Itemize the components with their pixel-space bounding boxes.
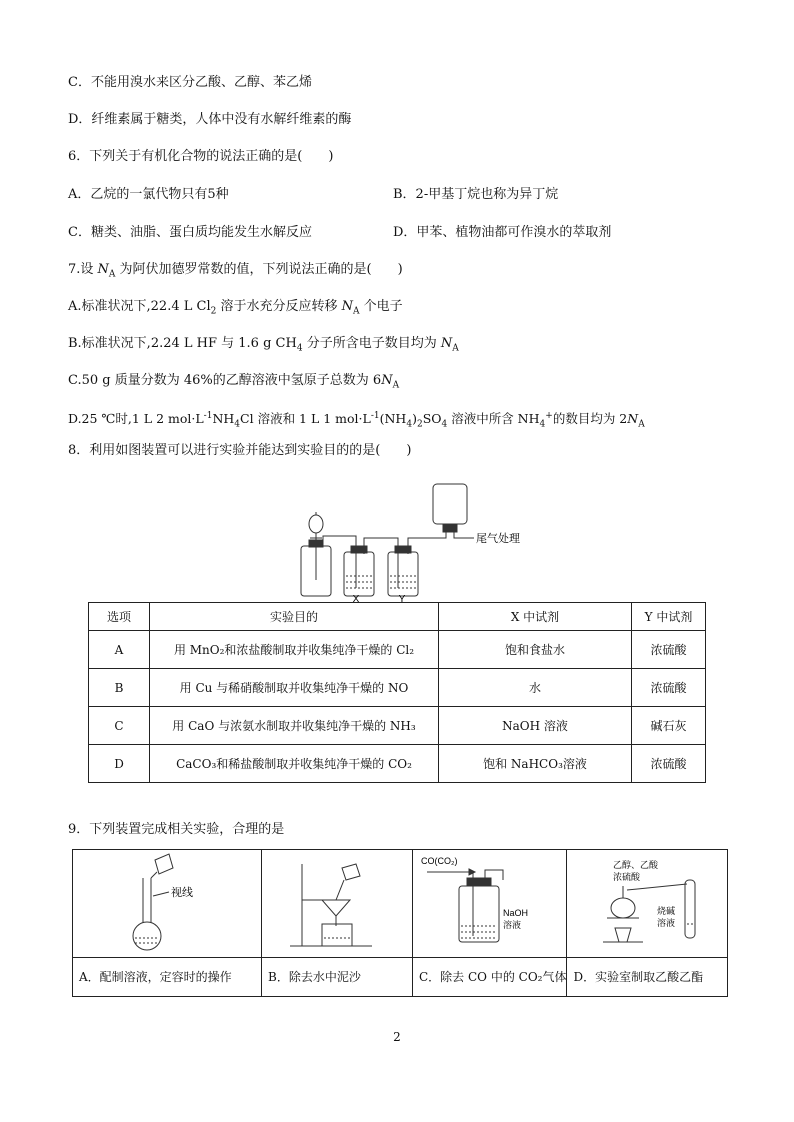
q5-option-c: C．不能用溴水来区分乙酸、乙醇、苯乙烯 [68,75,312,90]
row-y-reagent: 浓硫酸 [632,631,706,669]
tail-gas-label: 尾气处理 [476,532,520,545]
row-option: A [89,631,150,669]
solution-label: 溶液 [503,921,522,931]
sight-line-label: 视线 [171,886,193,899]
gas-apparatus-diagram [296,476,536,606]
row-option: D [89,745,150,783]
q7-option-b: B.标准状况下,2.24 L HF 与 1.6 g $CH_4$ 分子所含电子数目均为 $N_A$ [68,336,459,354]
table-row [89,707,706,745]
label-x: X [352,594,360,605]
q9-cell-c [413,850,567,997]
q6-option-b: B．2-甲基丁烷也称为异丁烷 [393,187,559,202]
filtration-icon [262,850,412,957]
row-x-reagent: NaOH 溶液 [439,707,632,745]
q9-cell-b [262,850,413,997]
q9-caption-a: A．配制溶液，定容时的操作 [73,957,261,996]
q9-stem: 9．下列装置完成相关实验，合理的是 [68,822,285,837]
label-y: Y [398,594,406,605]
row-y-reagent: 碱石灰 [632,707,706,745]
q9-option-table [72,849,728,997]
volumetric-flask-icon [73,850,261,957]
table-row [89,631,706,669]
row-purpose: 用 Cu 与稀硝酸制取并收集纯净干燥的 NO [150,669,439,707]
q6-option-d: D．甲苯、植物油都可作溴水的萃取剂 [393,225,612,240]
caustic-solution-label: 溶液 [657,919,676,929]
q9-caption-b: B．除去水中泥沙 [262,957,412,996]
q9-caption-c: C．除去 CO 中的 CO₂气体 [413,957,566,996]
row-option: C [89,707,150,745]
q8-stem: 8．利用如图装置可以进行实验并能达到实验目的的是( ) [68,443,412,458]
row-purpose: 用 CaO 与浓氨水制取并收集纯净干燥的 NH₃ [150,707,439,745]
row-y-reagent: 浓硫酸 [632,669,706,707]
row-x-reagent: 饱和 NaHCO₃溶液 [439,745,632,783]
row-x-reagent: 饱和食盐水 [439,631,632,669]
q9-cell-a [73,850,262,997]
table-row [89,669,706,707]
table-row [89,745,706,783]
q7-option-d: D.25 ℃时,1 L 2 $mol\cdot L^{-1}NH_4Cl$ 溶液和 1 L 1 $mol\cdot L^{-1}(NH_4)_2SO_4$ 溶液中所含 $NH_4^+$的数目均为 $2N_A$ [68,410,645,430]
row-y-reagent: 浓硫酸 [632,745,706,783]
page-number: 2 [393,1030,401,1044]
co-co2-label: CO(CO₂) [421,856,458,866]
q7-option-c: C.50 g 质量分数为 46%的乙醇溶液中氢原子总数为 $6N_A$ [68,373,400,391]
sulfuric-acid-label: 浓硫酸 [613,873,641,883]
q6-option-c: C．糖类、油脂、蛋白质均能发生水解反应 [68,225,312,240]
row-purpose: 用 MnO₂和浓盐酸制取并收集纯净干燥的 Cl₂ [150,631,439,669]
q6-option-a: A．乙烷的一氯代物只有5种 [68,187,229,202]
q7-option-a: A.标准状况下,22.4 L $Cl_2$ 溶于水充分反应转移 $N_A$ 个电子 [68,299,403,317]
ester-prep-icon [567,850,727,957]
caustic-soda-label: 烧碱 [657,907,676,917]
q6-stem: 6．下列关于有机化合物的说法正确的是( ) [68,149,334,164]
q5-option-d: D．纤维素属于糖类，人体中没有水解纤维素的酶 [68,112,352,127]
header-purpose: 实验目的 [150,603,439,631]
header-option: 选项 [89,603,150,631]
row-option: B [89,669,150,707]
naoh-label: NaOH [503,908,529,918]
table-header-row [89,603,706,631]
q7-stem: 7.设 $N_A$ 为阿伏加德罗常数的值，下列说法正确的是( ) [68,262,403,280]
header-x-reagent: X 中试剂 [439,603,632,631]
row-purpose: CaCO₃和稀盐酸制取并收集纯净干燥的 CO₂ [150,745,439,783]
gas-washing-bottle-icon [413,850,565,957]
ethanol-acetic-label: 乙醇、乙酸 [613,861,659,871]
q8-option-table [88,602,706,783]
q9-caption-d: D．实验室制取乙酸乙酯 [567,957,727,996]
q9-cell-d [567,850,728,997]
row-x-reagent: 水 [439,669,632,707]
header-y-reagent: Y 中试剂 [632,603,706,631]
